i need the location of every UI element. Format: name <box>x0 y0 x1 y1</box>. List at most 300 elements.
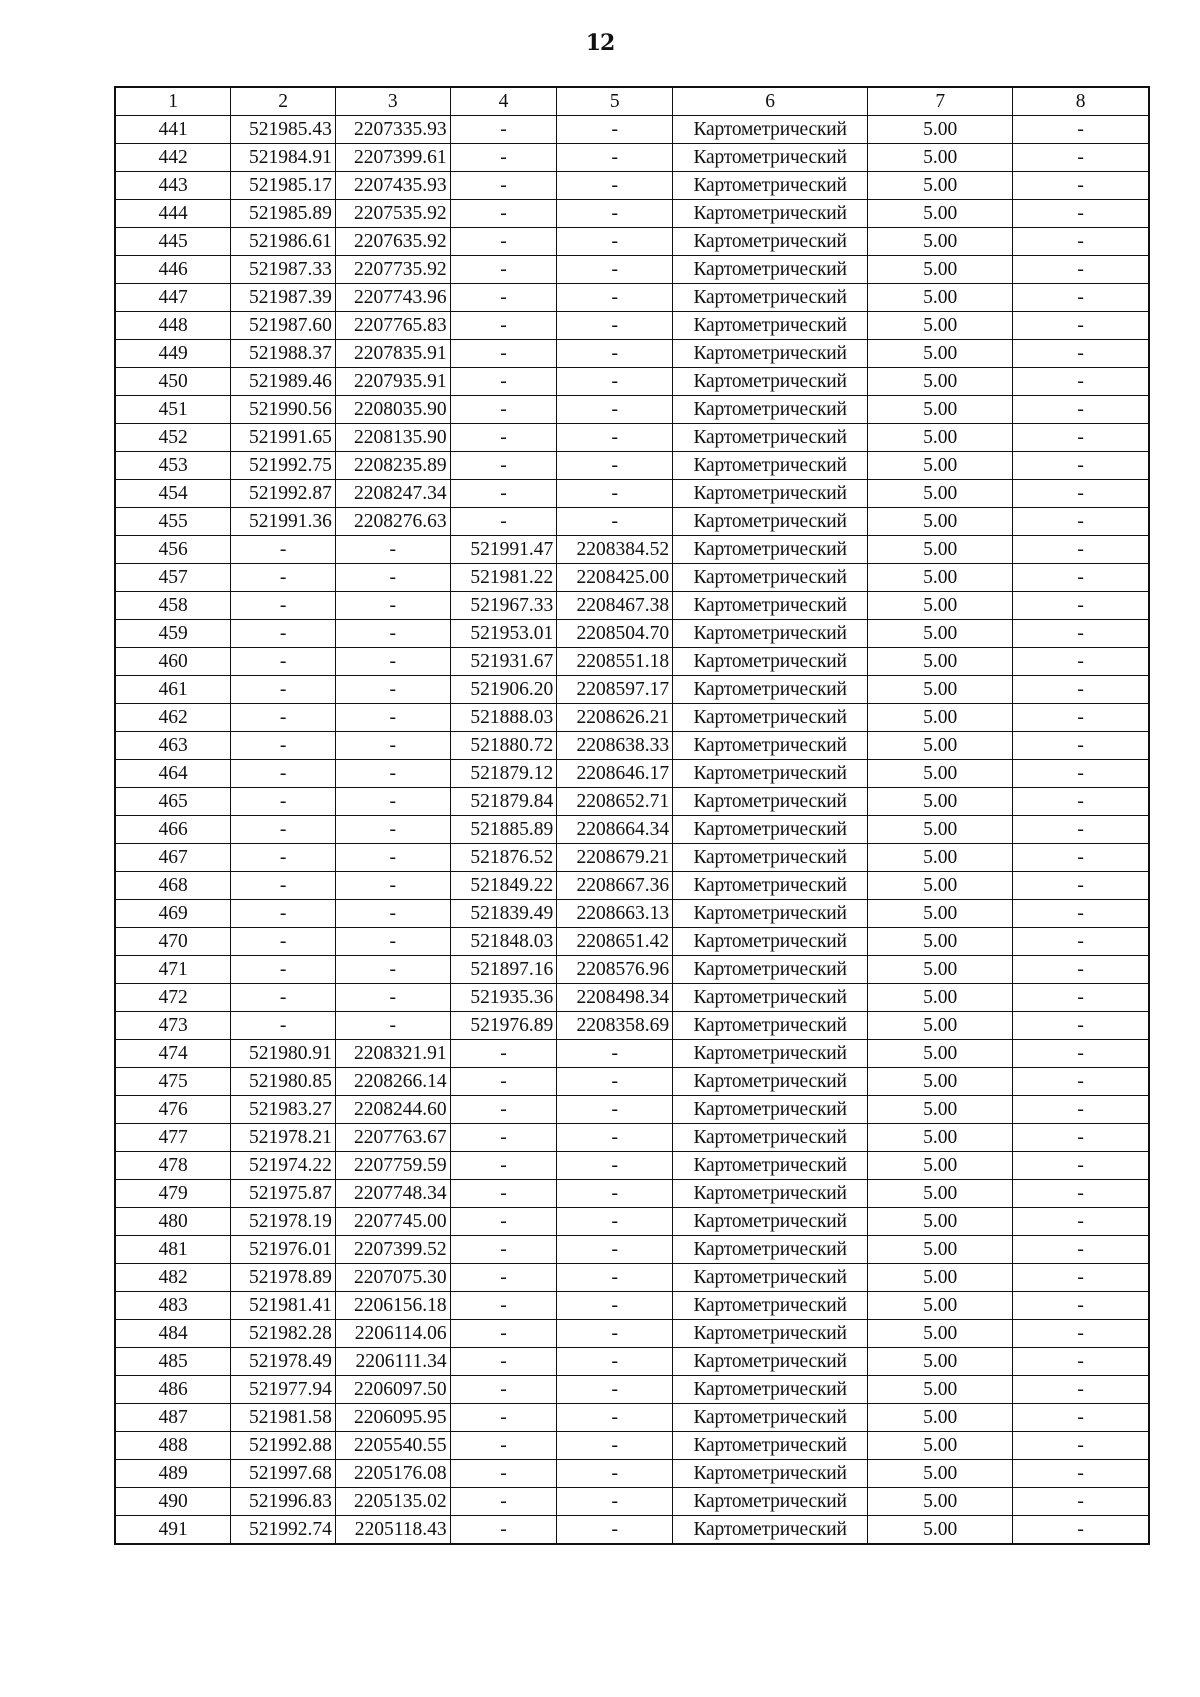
x-coordinate-cell: 521986.61 <box>231 228 336 256</box>
table-row <box>115 1376 1149 1404</box>
precision-cell: 5.00 <box>868 452 1013 480</box>
y-coordinate-new-cell: - <box>557 1124 673 1152</box>
precision-cell: 5.00 <box>868 732 1013 760</box>
point-number-cell: 441 <box>115 116 231 144</box>
point-number-cell: 467 <box>115 844 231 872</box>
method-cell: Картометрический <box>673 1460 868 1488</box>
y-coordinate-cell: 2207435.93 <box>335 172 450 200</box>
table-row <box>115 1040 1149 1068</box>
x-coordinate-cell: - <box>231 732 336 760</box>
y-coordinate-new-cell: 2208664.34 <box>557 816 673 844</box>
y-coordinate-cell: 2207743.96 <box>335 284 450 312</box>
table-row <box>115 592 1149 620</box>
y-coordinate-cell: 2207399.61 <box>335 144 450 172</box>
point-number-cell: 486 <box>115 1376 231 1404</box>
y-coordinate-new-cell: - <box>557 1264 673 1292</box>
precision-cell: 5.00 <box>868 144 1013 172</box>
x-coordinate-cell: 521983.27 <box>231 1096 336 1124</box>
column-header: 5 <box>557 87 673 116</box>
y-coordinate-new-cell: 2208651.42 <box>557 928 673 956</box>
note-cell: - <box>1013 284 1149 312</box>
x-coordinate-cell: 521975.87 <box>231 1180 336 1208</box>
y-coordinate-cell: 2206114.06 <box>335 1320 450 1348</box>
method-cell: Картометрический <box>673 732 868 760</box>
table-row <box>115 536 1149 564</box>
x-coordinate-cell: 521988.37 <box>231 340 336 368</box>
note-cell: - <box>1013 1292 1149 1320</box>
y-coordinate-cell: - <box>335 732 450 760</box>
note-cell: - <box>1013 956 1149 984</box>
x-coordinate-cell: - <box>231 564 336 592</box>
x-coordinate-new-cell: - <box>450 1516 557 1545</box>
note-cell: - <box>1013 984 1149 1012</box>
y-coordinate-new-cell: - <box>557 1180 673 1208</box>
precision-cell: 5.00 <box>868 1404 1013 1432</box>
x-coordinate-new-cell: 521848.03 <box>450 928 557 956</box>
y-coordinate-new-cell: 2208667.36 <box>557 872 673 900</box>
x-coordinate-new-cell: - <box>450 452 557 480</box>
point-number-cell: 446 <box>115 256 231 284</box>
column-header: 1 <box>115 87 231 116</box>
precision-cell: 5.00 <box>868 508 1013 536</box>
y-coordinate-cell: - <box>335 592 450 620</box>
x-coordinate-cell: 521974.22 <box>231 1152 336 1180</box>
y-coordinate-new-cell: 2208467.38 <box>557 592 673 620</box>
y-coordinate-new-cell: 2208358.69 <box>557 1012 673 1040</box>
y-coordinate-cell: - <box>335 984 450 1012</box>
y-coordinate-new-cell: - <box>557 1348 673 1376</box>
precision-cell: 5.00 <box>868 1068 1013 1096</box>
point-number-cell: 471 <box>115 956 231 984</box>
method-cell: Картометрический <box>673 172 868 200</box>
note-cell: - <box>1013 1376 1149 1404</box>
y-coordinate-cell: 2205176.08 <box>335 1460 450 1488</box>
y-coordinate-new-cell: - <box>557 340 673 368</box>
table-row <box>115 1124 1149 1152</box>
method-cell: Картометрический <box>673 872 868 900</box>
x-coordinate-new-cell: - <box>450 1488 557 1516</box>
y-coordinate-cell: 2207735.92 <box>335 256 450 284</box>
precision-cell: 5.00 <box>868 256 1013 284</box>
column-header: 7 <box>868 87 1013 116</box>
y-coordinate-cell: 2208035.90 <box>335 396 450 424</box>
precision-cell: 5.00 <box>868 480 1013 508</box>
precision-cell: 5.00 <box>868 1432 1013 1460</box>
note-cell: - <box>1013 1460 1149 1488</box>
method-cell: Картометрический <box>673 508 868 536</box>
method-cell: Картометрический <box>673 424 868 452</box>
note-cell: - <box>1013 1124 1149 1152</box>
y-coordinate-new-cell: 2208626.21 <box>557 704 673 732</box>
x-coordinate-cell: - <box>231 1012 336 1040</box>
precision-cell: 5.00 <box>868 1124 1013 1152</box>
precision-cell: 5.00 <box>868 1376 1013 1404</box>
x-coordinate-cell: 521985.89 <box>231 200 336 228</box>
method-cell: Картометрический <box>673 956 868 984</box>
method-cell: Картометрический <box>673 144 868 172</box>
method-cell: Картометрический <box>673 228 868 256</box>
y-coordinate-cell: 2208321.91 <box>335 1040 450 1068</box>
point-number-cell: 442 <box>115 144 231 172</box>
table-row <box>115 676 1149 704</box>
precision-cell: 5.00 <box>868 228 1013 256</box>
note-cell: - <box>1013 228 1149 256</box>
point-number-cell: 489 <box>115 1460 231 1488</box>
x-coordinate-new-cell: 521839.49 <box>450 900 557 928</box>
column-header: 6 <box>673 87 868 116</box>
table-row <box>115 620 1149 648</box>
method-cell: Картометрический <box>673 844 868 872</box>
precision-cell: 5.00 <box>868 1292 1013 1320</box>
point-number-cell: 454 <box>115 480 231 508</box>
y-coordinate-cell: - <box>335 928 450 956</box>
precision-cell: 5.00 <box>868 1040 1013 1068</box>
point-number-cell: 483 <box>115 1292 231 1320</box>
y-coordinate-new-cell: - <box>557 508 673 536</box>
y-coordinate-cell: - <box>335 900 450 928</box>
y-coordinate-new-cell: - <box>557 228 673 256</box>
y-coordinate-new-cell: - <box>557 1152 673 1180</box>
note-cell: - <box>1013 844 1149 872</box>
x-coordinate-cell: 521985.43 <box>231 116 336 144</box>
x-coordinate-new-cell: 521879.84 <box>450 788 557 816</box>
note-cell: - <box>1013 564 1149 592</box>
x-coordinate-new-cell: - <box>450 116 557 144</box>
note-cell: - <box>1013 816 1149 844</box>
table-row <box>115 1068 1149 1096</box>
x-coordinate-new-cell: 521967.33 <box>450 592 557 620</box>
point-number-cell: 481 <box>115 1236 231 1264</box>
y-coordinate-cell: 2208276.63 <box>335 508 450 536</box>
table-row <box>115 368 1149 396</box>
x-coordinate-cell: - <box>231 816 336 844</box>
note-cell: - <box>1013 424 1149 452</box>
x-coordinate-new-cell: - <box>450 1152 557 1180</box>
precision-cell: 5.00 <box>868 1460 1013 1488</box>
x-coordinate-cell: 521996.83 <box>231 1488 336 1516</box>
precision-cell: 5.00 <box>868 956 1013 984</box>
x-coordinate-new-cell: - <box>450 1264 557 1292</box>
y-coordinate-new-cell: - <box>557 1040 673 1068</box>
x-coordinate-new-cell: - <box>450 1180 557 1208</box>
note-cell: - <box>1013 1096 1149 1124</box>
x-coordinate-cell: 521992.88 <box>231 1432 336 1460</box>
y-coordinate-new-cell: 2208504.70 <box>557 620 673 648</box>
x-coordinate-new-cell: - <box>450 1432 557 1460</box>
point-number-cell: 477 <box>115 1124 231 1152</box>
method-cell: Картометрический <box>673 1516 868 1545</box>
table-row <box>115 1292 1149 1320</box>
y-coordinate-cell: 2205118.43 <box>335 1516 450 1545</box>
x-coordinate-cell: 521987.39 <box>231 284 336 312</box>
y-coordinate-cell: - <box>335 704 450 732</box>
table-row <box>115 396 1149 424</box>
y-coordinate-new-cell: - <box>557 452 673 480</box>
y-coordinate-cell: - <box>335 816 450 844</box>
method-cell: Картометрический <box>673 648 868 676</box>
table-header-row <box>115 87 1149 116</box>
y-coordinate-new-cell: - <box>557 480 673 508</box>
table-row <box>115 648 1149 676</box>
precision-cell: 5.00 <box>868 676 1013 704</box>
precision-cell: 5.00 <box>868 872 1013 900</box>
y-coordinate-cell: 2207759.59 <box>335 1152 450 1180</box>
x-coordinate-new-cell: - <box>450 228 557 256</box>
method-cell: Картометрический <box>673 200 868 228</box>
x-coordinate-new-cell: - <box>450 200 557 228</box>
y-coordinate-new-cell: - <box>557 1488 673 1516</box>
x-coordinate-new-cell: - <box>450 368 557 396</box>
table-row <box>115 228 1149 256</box>
point-number-cell: 445 <box>115 228 231 256</box>
x-coordinate-new-cell: 521849.22 <box>450 872 557 900</box>
precision-cell: 5.00 <box>868 620 1013 648</box>
method-cell: Картометрический <box>673 1292 868 1320</box>
method-cell: Картометрический <box>673 312 868 340</box>
column-header: 4 <box>450 87 557 116</box>
table-row <box>115 256 1149 284</box>
x-coordinate-new-cell: - <box>450 284 557 312</box>
x-coordinate-cell: - <box>231 536 336 564</box>
method-cell: Картометрический <box>673 1208 868 1236</box>
note-cell: - <box>1013 256 1149 284</box>
point-number-cell: 453 <box>115 452 231 480</box>
point-number-cell: 456 <box>115 536 231 564</box>
note-cell: - <box>1013 760 1149 788</box>
precision-cell: 5.00 <box>868 760 1013 788</box>
precision-cell: 5.00 <box>868 1208 1013 1236</box>
precision-cell: 5.00 <box>868 172 1013 200</box>
note-cell: - <box>1013 1404 1149 1432</box>
table-row <box>115 844 1149 872</box>
note-cell: - <box>1013 536 1149 564</box>
point-number-cell: 443 <box>115 172 231 200</box>
y-coordinate-cell: 2206095.95 <box>335 1404 450 1432</box>
x-coordinate-new-cell: - <box>450 256 557 284</box>
table-row <box>115 284 1149 312</box>
y-coordinate-new-cell: - <box>557 424 673 452</box>
note-cell: - <box>1013 704 1149 732</box>
point-number-cell: 480 <box>115 1208 231 1236</box>
method-cell: Картометрический <box>673 116 868 144</box>
table-row <box>115 984 1149 1012</box>
method-cell: Картометрический <box>673 340 868 368</box>
note-cell: - <box>1013 508 1149 536</box>
table-row <box>115 704 1149 732</box>
table-row <box>115 760 1149 788</box>
table-row <box>115 816 1149 844</box>
point-number-cell: 457 <box>115 564 231 592</box>
method-cell: Картометрический <box>673 900 868 928</box>
precision-cell: 5.00 <box>868 424 1013 452</box>
method-cell: Картометрический <box>673 1012 868 1040</box>
x-coordinate-cell: 521981.58 <box>231 1404 336 1432</box>
y-coordinate-cell: 2207535.92 <box>335 200 450 228</box>
point-number-cell: 473 <box>115 1012 231 1040</box>
y-coordinate-new-cell: - <box>557 1068 673 1096</box>
y-coordinate-new-cell: - <box>557 396 673 424</box>
precision-cell: 5.00 <box>868 312 1013 340</box>
point-number-cell: 479 <box>115 1180 231 1208</box>
table-row <box>115 1208 1149 1236</box>
table-row <box>115 508 1149 536</box>
x-coordinate-new-cell: - <box>450 1040 557 1068</box>
point-number-cell: 475 <box>115 1068 231 1096</box>
y-coordinate-cell: - <box>335 1012 450 1040</box>
y-coordinate-cell: 2207399.52 <box>335 1236 450 1264</box>
note-cell: - <box>1013 1040 1149 1068</box>
precision-cell: 5.00 <box>868 340 1013 368</box>
x-coordinate-cell: - <box>231 956 336 984</box>
x-coordinate-new-cell: 521981.22 <box>450 564 557 592</box>
x-coordinate-new-cell: - <box>450 1376 557 1404</box>
y-coordinate-cell: - <box>335 788 450 816</box>
table-row <box>115 200 1149 228</box>
method-cell: Картометрический <box>673 564 868 592</box>
y-coordinate-cell: 2208266.14 <box>335 1068 450 1096</box>
x-coordinate-cell: 521990.56 <box>231 396 336 424</box>
point-number-cell: 465 <box>115 788 231 816</box>
precision-cell: 5.00 <box>868 1516 1013 1545</box>
y-coordinate-cell: - <box>335 844 450 872</box>
x-coordinate-new-cell: 521906.20 <box>450 676 557 704</box>
y-coordinate-cell: 2208235.89 <box>335 452 450 480</box>
point-number-cell: 460 <box>115 648 231 676</box>
x-coordinate-cell: 521992.75 <box>231 452 336 480</box>
y-coordinate-cell: 2207835.91 <box>335 340 450 368</box>
x-coordinate-cell: 521978.21 <box>231 1124 336 1152</box>
table-row <box>115 956 1149 984</box>
y-coordinate-new-cell: - <box>557 1096 673 1124</box>
note-cell: - <box>1013 900 1149 928</box>
y-coordinate-cell: 2207748.34 <box>335 1180 450 1208</box>
x-coordinate-new-cell: - <box>450 1404 557 1432</box>
y-coordinate-new-cell: - <box>557 1432 673 1460</box>
x-coordinate-cell: - <box>231 788 336 816</box>
y-coordinate-cell: - <box>335 620 450 648</box>
method-cell: Картометрический <box>673 1404 868 1432</box>
y-coordinate-new-cell: - <box>557 172 673 200</box>
table-row <box>115 1320 1149 1348</box>
table-row <box>115 788 1149 816</box>
x-coordinate-cell: - <box>231 760 336 788</box>
table-row <box>115 900 1149 928</box>
x-coordinate-cell: 521987.33 <box>231 256 336 284</box>
column-header: 2 <box>231 87 336 116</box>
point-number-cell: 474 <box>115 1040 231 1068</box>
x-coordinate-new-cell: 521880.72 <box>450 732 557 760</box>
precision-cell: 5.00 <box>868 984 1013 1012</box>
precision-cell: 5.00 <box>868 1096 1013 1124</box>
point-number-cell: 490 <box>115 1488 231 1516</box>
precision-cell: 5.00 <box>868 536 1013 564</box>
point-number-cell: 444 <box>115 200 231 228</box>
x-coordinate-cell: 521992.74 <box>231 1516 336 1545</box>
y-coordinate-cell: - <box>335 676 450 704</box>
y-coordinate-cell: - <box>335 536 450 564</box>
method-cell: Картометрический <box>673 256 868 284</box>
point-number-cell: 484 <box>115 1320 231 1348</box>
x-coordinate-cell: - <box>231 900 336 928</box>
method-cell: Картометрический <box>673 1068 868 1096</box>
precision-cell: 5.00 <box>868 1236 1013 1264</box>
x-coordinate-new-cell: 521879.12 <box>450 760 557 788</box>
note-cell: - <box>1013 1236 1149 1264</box>
method-cell: Картометрический <box>673 1348 868 1376</box>
point-number-cell: 487 <box>115 1404 231 1432</box>
y-coordinate-new-cell: - <box>557 200 673 228</box>
method-cell: Картометрический <box>673 676 868 704</box>
table-row <box>115 340 1149 368</box>
x-coordinate-cell: - <box>231 704 336 732</box>
x-coordinate-cell: 521978.49 <box>231 1348 336 1376</box>
column-header: 8 <box>1013 87 1149 116</box>
table-row <box>115 1348 1149 1376</box>
note-cell: - <box>1013 592 1149 620</box>
point-number-cell: 468 <box>115 872 231 900</box>
note-cell: - <box>1013 928 1149 956</box>
table-row <box>115 312 1149 340</box>
method-cell: Картометрический <box>673 396 868 424</box>
y-coordinate-cell: - <box>335 564 450 592</box>
precision-cell: 5.00 <box>868 200 1013 228</box>
x-coordinate-new-cell: 521931.67 <box>450 648 557 676</box>
y-coordinate-cell: 2205135.02 <box>335 1488 450 1516</box>
y-coordinate-new-cell: - <box>557 1292 673 1320</box>
x-coordinate-new-cell: - <box>450 1292 557 1320</box>
point-number-cell: 455 <box>115 508 231 536</box>
note-cell: - <box>1013 872 1149 900</box>
method-cell: Картометрический <box>673 704 868 732</box>
x-coordinate-cell: 521977.94 <box>231 1376 336 1404</box>
y-coordinate-new-cell: 2208679.21 <box>557 844 673 872</box>
y-coordinate-new-cell: - <box>557 284 673 312</box>
y-coordinate-new-cell: 2208646.17 <box>557 760 673 788</box>
point-number-cell: 452 <box>115 424 231 452</box>
table-body <box>115 116 1149 1545</box>
y-coordinate-new-cell: - <box>557 1460 673 1488</box>
y-coordinate-new-cell: - <box>557 144 673 172</box>
note-cell: - <box>1013 1348 1149 1376</box>
x-coordinate-cell: - <box>231 984 336 1012</box>
x-coordinate-cell: 521980.85 <box>231 1068 336 1096</box>
point-number-cell: 482 <box>115 1264 231 1292</box>
y-coordinate-new-cell: - <box>557 256 673 284</box>
y-coordinate-new-cell: - <box>557 1404 673 1432</box>
point-number-cell: 447 <box>115 284 231 312</box>
method-cell: Картометрический <box>673 284 868 312</box>
x-coordinate-new-cell: 521885.89 <box>450 816 557 844</box>
table-row <box>115 1152 1149 1180</box>
table-row <box>115 1236 1149 1264</box>
x-coordinate-new-cell: - <box>450 480 557 508</box>
note-cell: - <box>1013 312 1149 340</box>
point-number-cell: 451 <box>115 396 231 424</box>
note-cell: - <box>1013 340 1149 368</box>
precision-cell: 5.00 <box>868 704 1013 732</box>
note-cell: - <box>1013 368 1149 396</box>
y-coordinate-cell: 2207765.83 <box>335 312 450 340</box>
method-cell: Картометрический <box>673 1124 868 1152</box>
x-coordinate-cell: 521976.01 <box>231 1236 336 1264</box>
method-cell: Картометрический <box>673 1488 868 1516</box>
method-cell: Картометрический <box>673 928 868 956</box>
note-cell: - <box>1013 1068 1149 1096</box>
x-coordinate-cell: 521980.91 <box>231 1040 336 1068</box>
y-coordinate-cell: 2207745.00 <box>335 1208 450 1236</box>
y-coordinate-cell: 2207935.91 <box>335 368 450 396</box>
x-coordinate-new-cell: - <box>450 1096 557 1124</box>
